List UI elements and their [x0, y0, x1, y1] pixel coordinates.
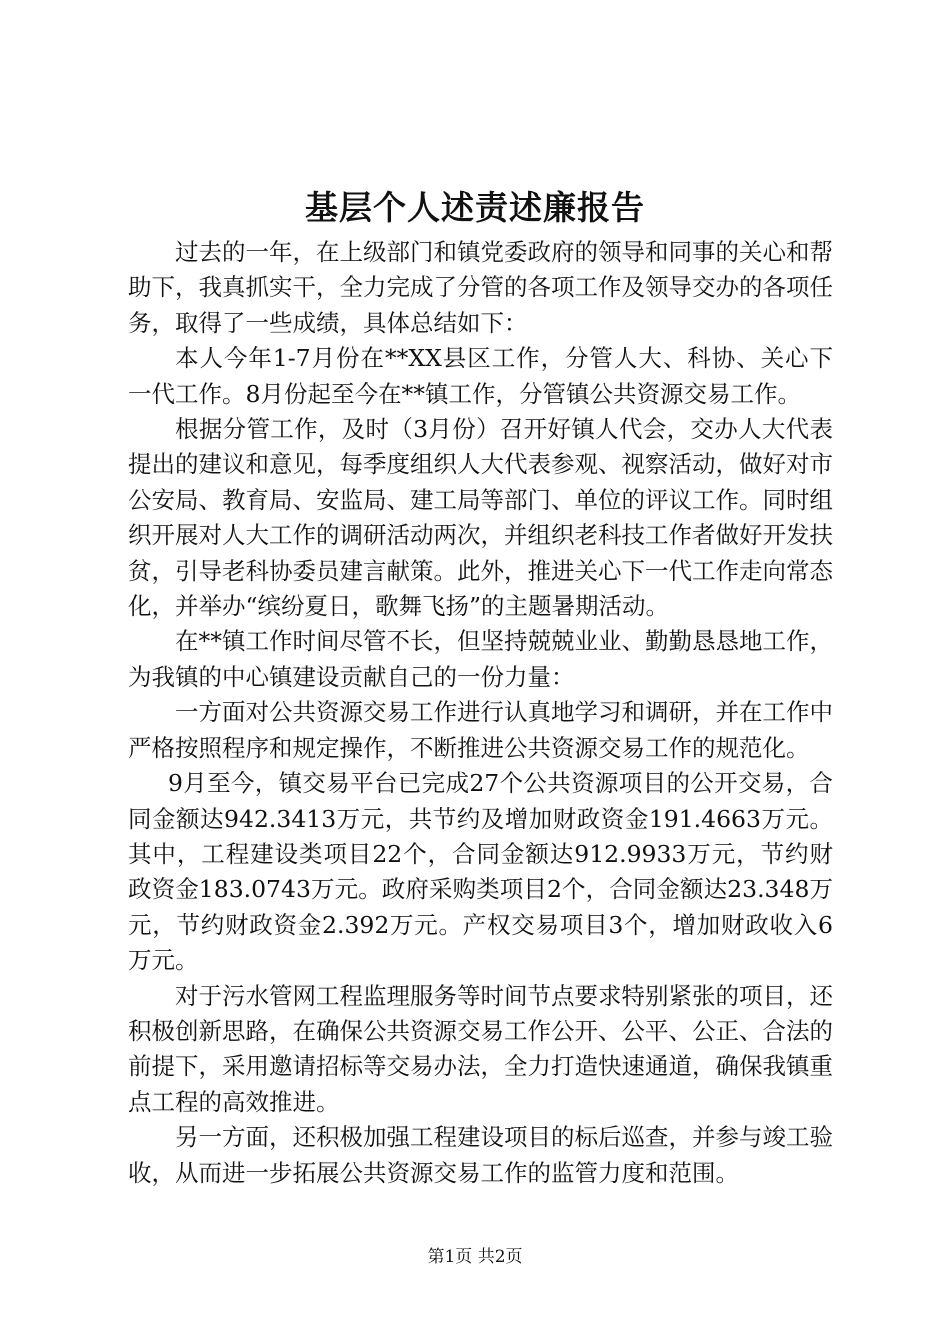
paragraph-supervision: 另一方面，还积极加强工程建设项目的标后巡查，并参与竣工验收，从而进一步拓展公共资源交易工作的监管力度和范围。 [128, 1123, 833, 1187]
paragraph-assignment: 本人今年1-7月份在**XX县区工作，分管人大、科协、关心下一代工作。8月份起至今在**镇工作，分管镇公共资源交易工作。 [128, 344, 833, 408]
paragraph-town-work: 在**镇工作时间尽管不长，但坚持兢兢业业、勤勤恳恳地工作，为我镇的中心镇建设贡献自己的一份力量： [128, 627, 833, 691]
page-number-footer: 第1页 共2页 [427, 1247, 523, 1267]
paragraph-innovation: 对于污水管网工程监理服务等时间节点要求特别紧张的项目，还积极创新思路，在确保公共资源交易工作公开、公平、公正、合法的前提下，采用邀请招标等交易办法，全力打造快速通道，确保我镇重点工程的高效推进。 [128, 981, 833, 1116]
document-title: 基层个人述责述廉报告 [305, 188, 645, 227]
paragraph-statistics: 9月至今，镇交易平台已完成27个公共资源项目的公开交易，合同金额达942.3413万元，共节约及增加财政资金191.4663万元。其中，工程建设类项目22个，合同金额达912.9933万元，节约财政资金183.0743万元。政府采购类项目2个，合同金额达23.348万元，节约财政资金2.392万元。产权交易项目3个，增加财政收入6万元。 [128, 769, 833, 975]
document-body [128, 235, 833, 1191]
paragraph-congress-work: 根据分管工作，及时（3月份）召开好镇人代会，交办人大代表提出的建议和意见，每季度组织人大代表参观、视察活动，做好对市公安局、教育局、安监局、建工局等部门、单位的评议工作。同时组织开展对人大工作的调研活动两次，并组织老科技工作者做好开发扶贫，引导老科协委员建言献策。此外，推进关心下一代工作走向常态化，并举办“缤纷夏日，歌舞飞扬”的主题暑期活动。 [128, 415, 833, 621]
paragraph-intro: 过去的一年，在上级部门和镇党委政府的领导和同事的关心和帮助下，我真抓实干，全力完成了分管的各项工作及领导交办的各项任务，取得了一些成绩，具体总结如下： [128, 238, 833, 337]
paragraph-study-research: 一方面对公共资源交易工作进行认真地学习和调研，并在工作中严格按照程序和规定操作，不断推进公共资源交易工作的规范化。 [128, 698, 833, 762]
